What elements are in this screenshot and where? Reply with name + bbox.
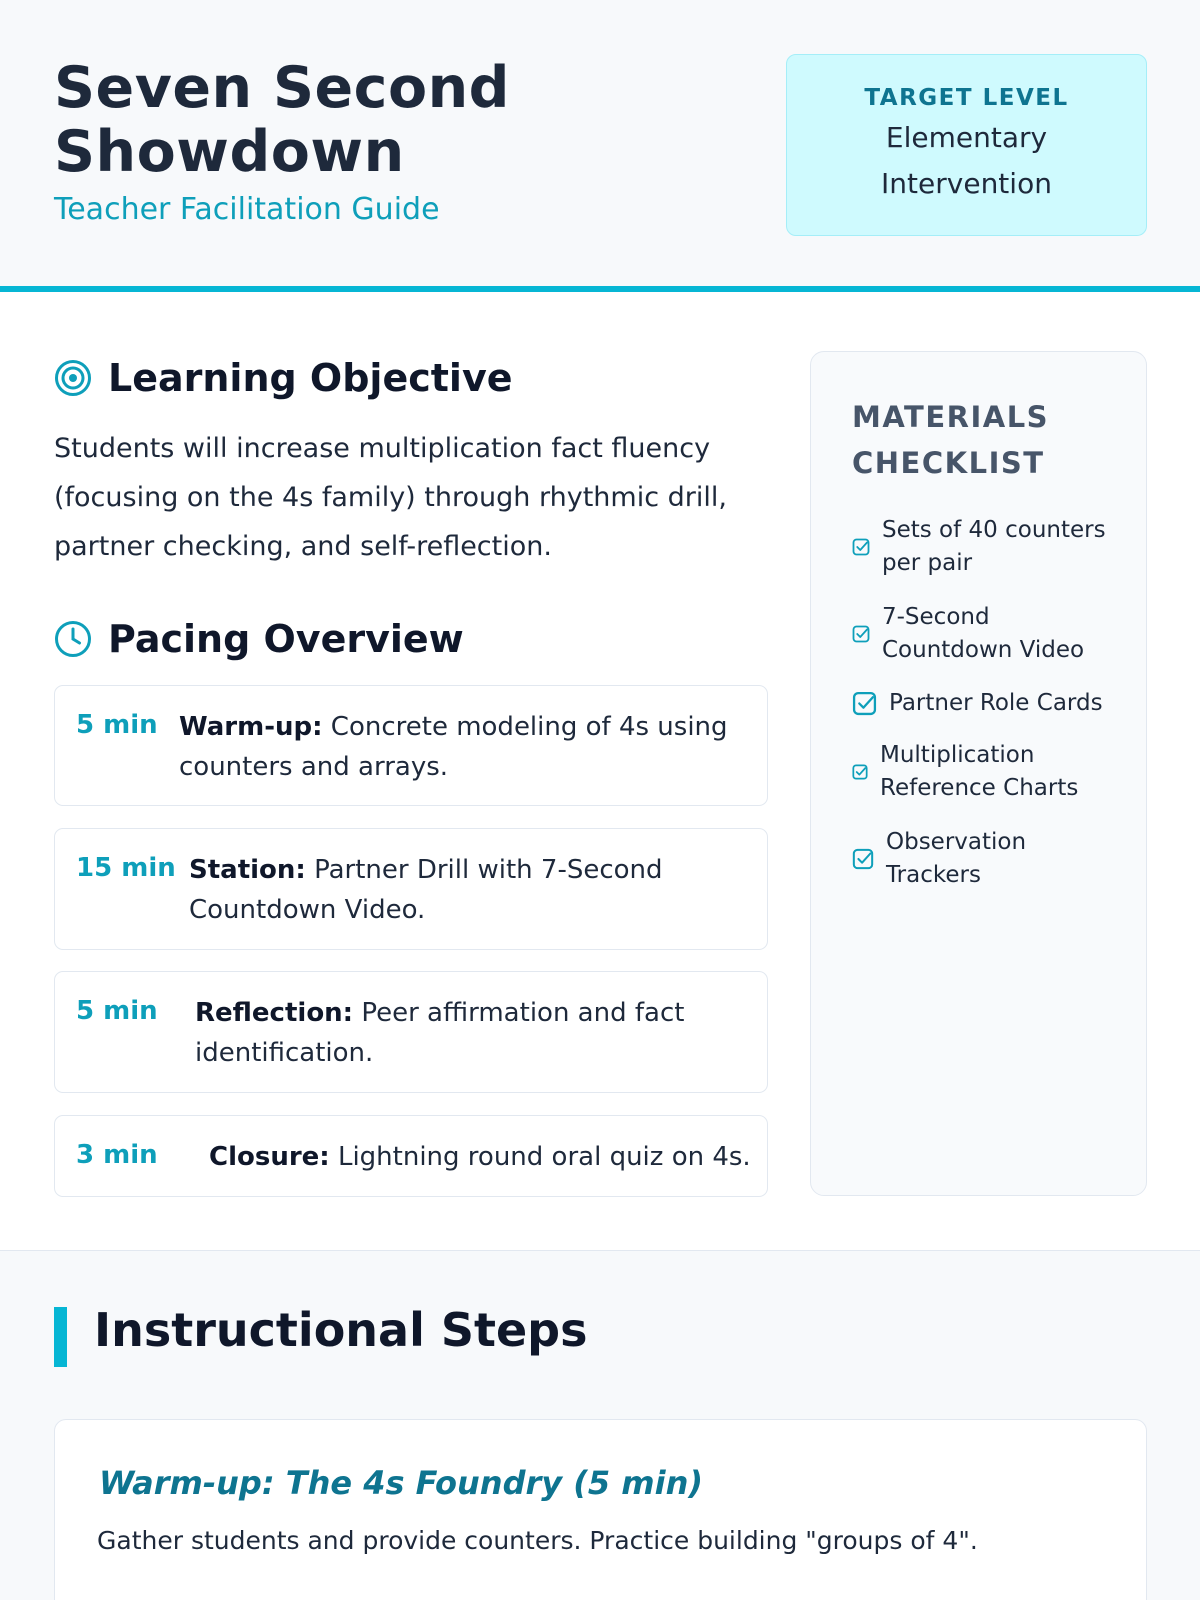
instructional-steps-heading: Instructional Steps <box>94 1303 588 1357</box>
pacing-label: Warm-up: <box>179 712 323 742</box>
pacing-row <box>54 1115 768 1197</box>
checkbox-checked-icon <box>852 625 870 643</box>
materials-item-line: Trackers <box>886 862 981 888</box>
pacing-text: Partner Drill with 7-Second Countdown Video. <box>189 855 663 925</box>
pacing-time: 3 min <box>76 1140 158 1170</box>
target-icon <box>54 359 92 397</box>
materials-item-label <box>889 687 1103 720</box>
materials-item-label <box>880 739 1078 805</box>
target-level-line-1: Elementary <box>885 121 1048 154</box>
materials-title-line-1: MATERIALS <box>852 400 1050 434</box>
materials-item-line: Multiplication <box>880 742 1035 768</box>
instructional-steps-section <box>0 1250 1200 1600</box>
page-subtitle: Teacher Facilitation Guide <box>54 192 440 227</box>
materials-item-label <box>886 826 1026 892</box>
materials-item <box>852 514 1106 580</box>
pacing-text: Lightning round oral quiz on 4s. <box>329 1142 751 1172</box>
materials-item-label <box>882 514 1106 580</box>
pacing-description <box>209 1137 749 1177</box>
section-accent-bar <box>54 1307 67 1367</box>
step-card-title: Warm-up: The 4s Foundry (5 min) <box>99 1464 704 1502</box>
materials-item <box>852 687 1103 720</box>
materials-item-line: Countdown Video <box>882 637 1085 663</box>
objective-heading-text: Learning Objective <box>108 356 513 400</box>
pacing-description <box>189 850 689 930</box>
materials-checklist <box>810 351 1147 1196</box>
materials-item-line: Partner Role Cards <box>889 690 1103 716</box>
target-level-badge <box>786 54 1147 236</box>
materials-item-line: Sets of 40 counters <box>882 517 1106 543</box>
clock-icon <box>54 620 92 658</box>
pacing-label: Reflection: <box>195 998 354 1028</box>
materials-item-label <box>882 601 1084 667</box>
materials-title-line-2: CHECKLIST <box>852 446 1045 480</box>
materials-item-line: Reference Charts <box>880 775 1079 801</box>
pacing-text: Concrete modeling of 4s using counters and arrays. <box>179 712 728 782</box>
title-line-2: Showdown <box>54 119 405 185</box>
pacing-time: 5 min <box>76 710 158 740</box>
target-level-value <box>787 115 1146 207</box>
pacing-time: 15 min <box>76 853 176 883</box>
pacing-row <box>54 828 768 950</box>
pacing-row <box>54 971 768 1093</box>
pacing-row <box>54 685 768 806</box>
objective-text: Students will increase multiplication fact fluency (focusing on the 4s family) through rhythmic drill, partner checking, and self-reflection. <box>54 433 727 562</box>
checkbox-checked-icon <box>852 538 870 556</box>
title-line-1: Seven Second <box>54 55 510 121</box>
pacing-text: Peer affirmation and fact identification. <box>195 998 685 1068</box>
page-header <box>0 0 1200 292</box>
pacing-label: Station: <box>189 855 306 885</box>
materials-item <box>852 601 1084 667</box>
step-card-text: Gather students and provide counters. Practice building "groups of 4". <box>97 1526 978 1555</box>
materials-title <box>852 394 1049 486</box>
materials-item <box>852 739 1078 805</box>
page-title <box>54 56 510 184</box>
pacing-heading-text: Pacing Overview <box>108 617 464 661</box>
step-card <box>54 1419 1147 1600</box>
materials-item-line: Observation <box>886 829 1027 855</box>
pacing-time: 5 min <box>76 996 158 1026</box>
checkbox-checked-icon <box>852 848 874 870</box>
objective-heading <box>54 356 513 400</box>
pacing-description <box>179 707 739 787</box>
checkbox-checked-icon <box>852 691 877 716</box>
materials-item-line: per pair <box>882 550 973 576</box>
materials-item <box>852 826 1026 892</box>
pacing-label: Closure: <box>209 1142 330 1172</box>
target-level-label: TARGET LEVEL <box>864 85 1069 111</box>
pacing-description <box>195 993 695 1073</box>
checkbox-checked-icon <box>852 764 868 780</box>
materials-item-line: 7-Second <box>882 604 990 630</box>
pacing-heading <box>54 617 464 661</box>
target-level-line-2: Intervention <box>881 167 1052 200</box>
